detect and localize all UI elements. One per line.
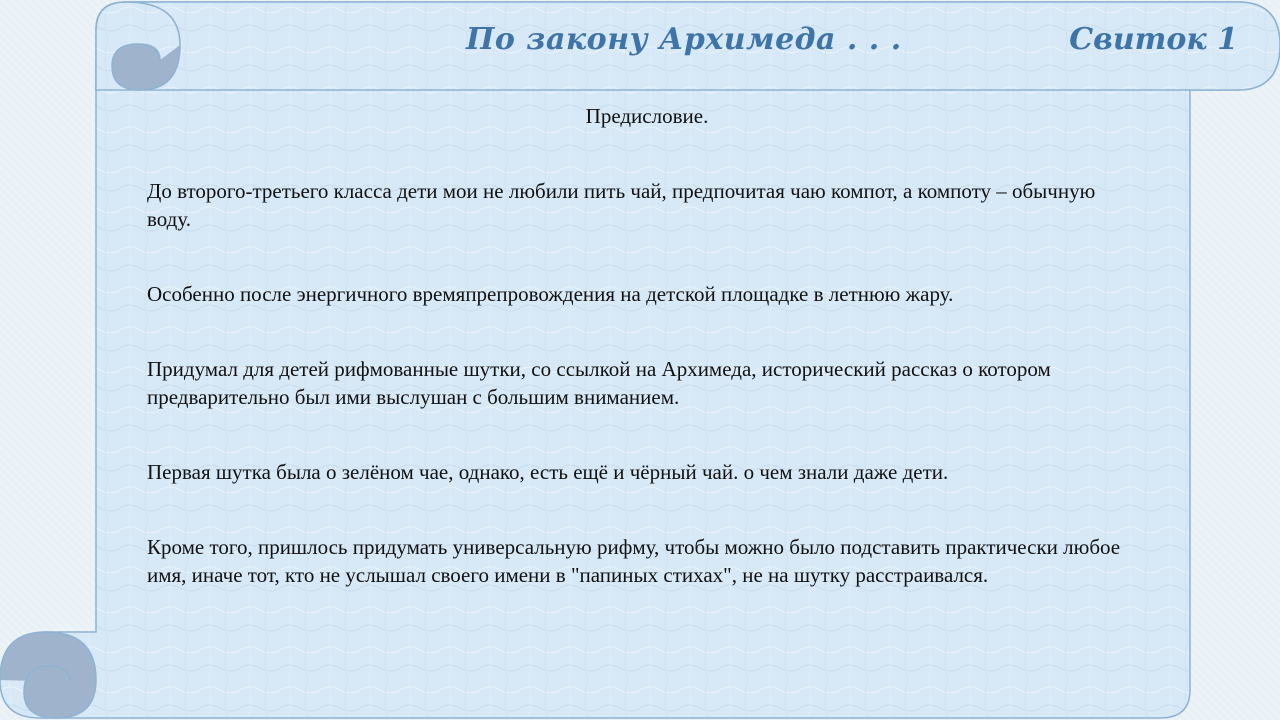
slide-title: По закону Архимеда . . . — [466, 22, 902, 57]
paragraph: Первая шутка была о зелёном чае, однако, есть ещё и чёрный чай. о чем знали даже дети. — [147, 460, 949, 484]
paragraph: До второго-третьего класса дети мои не любили пить чай, предпочитая чаю компот, а компоту – обычную воду. — [147, 179, 1096, 231]
paragraph: Придумал для детей рифмованные шутки, со ссылкой на Архимеда, исторический рассказ о котором предварительно был ими выслушан с большим вниманием. — [147, 357, 1051, 409]
preface-heading: Предисловие. — [585, 104, 709, 128]
preface-content — [147, 102, 1142, 636]
paragraph: Кроме того, пришлось придумать универсальную рифму, чтобы можно было подставить практически любое имя, иначе тот, кто не услышал своего имени в "папиных стихах", не на шутку расстраивался. — [147, 535, 1121, 587]
scroll-number-label: Свиток 1 — [1069, 22, 1238, 57]
paragraph: Особенно после энергичного времяпрепровождения на детской площадке в летнюю жару. — [147, 282, 954, 306]
